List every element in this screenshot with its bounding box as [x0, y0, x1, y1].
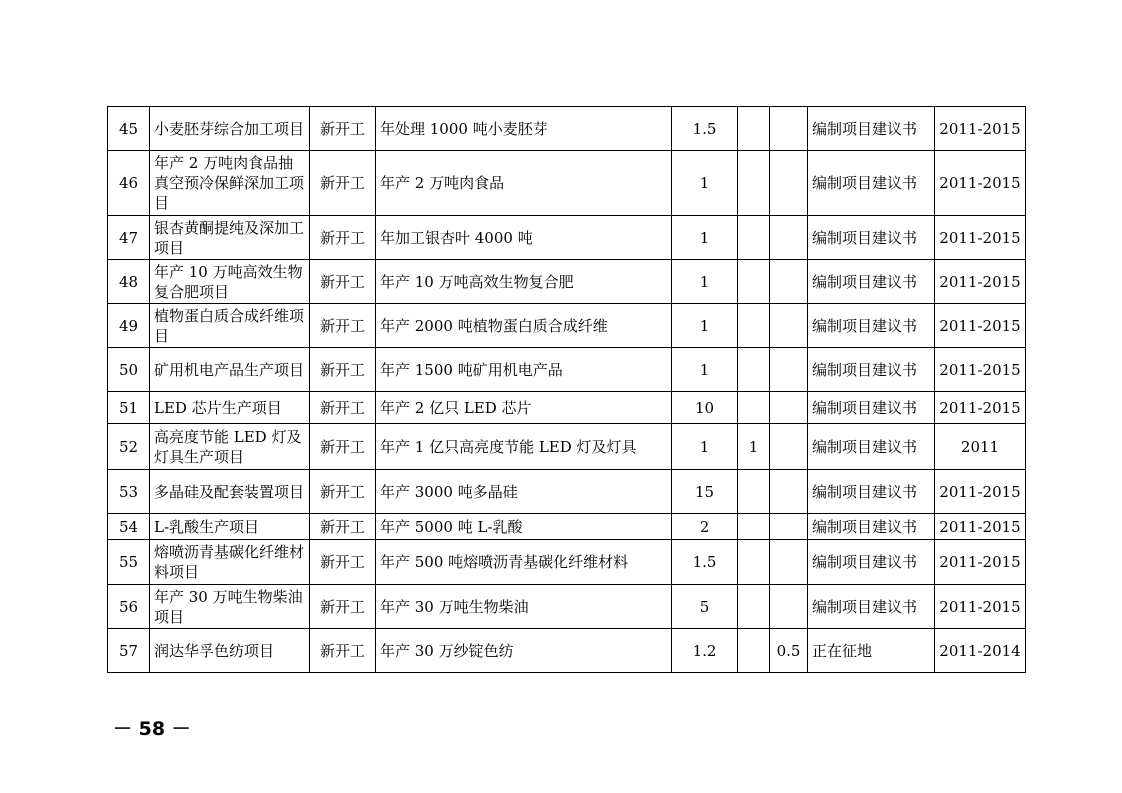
- table-row: [108, 629, 1026, 673]
- annual-investment-cell: [738, 107, 770, 151]
- table-row: [108, 260, 1026, 304]
- construction-type-cell: 新开工: [310, 216, 376, 260]
- project-name-cell: 银杏黄酮提纯及深加工项目: [150, 216, 310, 260]
- project-name-cell: 熔喷沥青基碳化纤维材料项目: [150, 540, 310, 585]
- annual-investment-cell: [738, 151, 770, 216]
- construction-period-cell: 2011-2015: [935, 216, 1026, 260]
- row-number-cell: 54: [108, 514, 150, 540]
- project-name-cell: 年产 10 万吨高效生物复合肥项目: [150, 260, 310, 304]
- project-name-cell: LED 芯片生产项目: [150, 392, 310, 424]
- construction-scale-cell: 年产 1 亿只高亮度节能 LED 灯及灯具: [376, 424, 672, 470]
- row-number-cell: 47: [108, 216, 150, 260]
- construction-type-cell: 新开工: [310, 585, 376, 629]
- table-row: [108, 514, 1026, 540]
- construction-type-cell: 新开工: [310, 348, 376, 392]
- annual-investment-cell: 1: [738, 424, 770, 470]
- total-investment-cell: 10: [672, 392, 738, 424]
- construction-type-cell: 新开工: [310, 304, 376, 348]
- row-number-cell: 51: [108, 392, 150, 424]
- project-name-cell: 多晶硅及配套装置项目: [150, 470, 310, 514]
- row-number-cell: 53: [108, 470, 150, 514]
- page-number: － 58 －: [113, 718, 191, 740]
- table-row: [108, 470, 1026, 514]
- completed-investment-cell: [770, 470, 808, 514]
- construction-type-cell: 新开工: [310, 540, 376, 585]
- progress-status-cell: 编制项目建议书: [808, 470, 935, 514]
- construction-period-cell: 2011: [935, 424, 1026, 470]
- row-number-cell: 52: [108, 424, 150, 470]
- row-number-cell: 56: [108, 585, 150, 629]
- table-row: [108, 216, 1026, 260]
- construction-period-cell: 2011-2015: [935, 392, 1026, 424]
- progress-status-cell: 编制项目建议书: [808, 304, 935, 348]
- annual-investment-cell: [738, 348, 770, 392]
- row-number-cell: 48: [108, 260, 150, 304]
- project-name-cell: 矿用机电产品生产项目: [150, 348, 310, 392]
- annual-investment-cell: [738, 540, 770, 585]
- row-number-cell: 57: [108, 629, 150, 673]
- project-name-cell: 年产 2 万吨肉食品抽真空预冷保鲜深加工项目: [150, 151, 310, 216]
- construction-type-cell: 新开工: [310, 514, 376, 540]
- construction-scale-cell: 年加工银杏叶 4000 吨: [376, 216, 672, 260]
- progress-status-cell: 编制项目建议书: [808, 348, 935, 392]
- completed-investment-cell: [770, 107, 808, 151]
- progress-status-cell: 编制项目建议书: [808, 151, 935, 216]
- construction-type-cell: 新开工: [310, 424, 376, 470]
- construction-period-cell: 2011-2015: [935, 585, 1026, 629]
- construction-scale-cell: 年产 3000 吨多晶硅: [376, 470, 672, 514]
- project-name-cell: L-乳酸生产项目: [150, 514, 310, 540]
- construction-period-cell: 2011-2015: [935, 260, 1026, 304]
- progress-status-cell: 编制项目建议书: [808, 585, 935, 629]
- annual-investment-cell: [738, 304, 770, 348]
- project-name-cell: 年产 30 万吨生物柴油项目: [150, 585, 310, 629]
- row-number-cell: 49: [108, 304, 150, 348]
- construction-period-cell: 2011-2015: [935, 540, 1026, 585]
- progress-status-cell: 编制项目建议书: [808, 107, 935, 151]
- annual-investment-cell: [738, 392, 770, 424]
- total-investment-cell: 1: [672, 216, 738, 260]
- progress-status-cell: 编制项目建议书: [808, 260, 935, 304]
- project-table: [107, 106, 1026, 673]
- annual-investment-cell: [738, 514, 770, 540]
- total-investment-cell: 1: [672, 304, 738, 348]
- total-investment-cell: 5: [672, 585, 738, 629]
- progress-status-cell: 编制项目建议书: [808, 514, 935, 540]
- construction-period-cell: 2011-2015: [935, 470, 1026, 514]
- total-investment-cell: 1: [672, 151, 738, 216]
- total-investment-cell: 1.5: [672, 540, 738, 585]
- construction-type-cell: 新开工: [310, 470, 376, 514]
- project-name-cell: 高亮度节能 LED 灯及灯具生产项目: [150, 424, 310, 470]
- completed-investment-cell: [770, 424, 808, 470]
- progress-status-cell: 编制项目建议书: [808, 540, 935, 585]
- progress-status-cell: 正在征地: [808, 629, 935, 673]
- construction-scale-cell: 年产 2000 吨植物蛋白质合成纤维: [376, 304, 672, 348]
- construction-period-cell: 2011-2015: [935, 151, 1026, 216]
- completed-investment-cell: [770, 151, 808, 216]
- construction-scale-cell: 年产 500 吨熔喷沥青基碳化纤维材料: [376, 540, 672, 585]
- row-number-cell: 45: [108, 107, 150, 151]
- total-investment-cell: 1: [672, 348, 738, 392]
- total-investment-cell: 1: [672, 424, 738, 470]
- progress-status-cell: 编制项目建议书: [808, 216, 935, 260]
- total-investment-cell: 1: [672, 260, 738, 304]
- construction-period-cell: 2011-2015: [935, 304, 1026, 348]
- annual-investment-cell: [738, 260, 770, 304]
- construction-scale-cell: 年产 30 万吨生物柴油: [376, 585, 672, 629]
- table-row: [108, 151, 1026, 216]
- table-row: [108, 424, 1026, 470]
- construction-scale-cell: 年产 5000 吨 L-乳酸: [376, 514, 672, 540]
- construction-scale-cell: 年产 10 万吨高效生物复合肥: [376, 260, 672, 304]
- construction-period-cell: 2011-2015: [935, 107, 1026, 151]
- construction-type-cell: 新开工: [310, 260, 376, 304]
- project-name-cell: 润达华孚色纺项目: [150, 629, 310, 673]
- annual-investment-cell: [738, 216, 770, 260]
- row-number-cell: 50: [108, 348, 150, 392]
- construction-period-cell: 2011-2015: [935, 514, 1026, 540]
- completed-investment-cell: [770, 260, 808, 304]
- construction-type-cell: 新开工: [310, 392, 376, 424]
- construction-type-cell: 新开工: [310, 151, 376, 216]
- table-row: [108, 348, 1026, 392]
- progress-status-cell: 编制项目建议书: [808, 392, 935, 424]
- completed-investment-cell: [770, 540, 808, 585]
- table-body: [108, 107, 1026, 673]
- construction-type-cell: 新开工: [310, 107, 376, 151]
- construction-period-cell: 2011-2014: [935, 629, 1026, 673]
- total-investment-cell: 1.2: [672, 629, 738, 673]
- completed-investment-cell: [770, 304, 808, 348]
- annual-investment-cell: [738, 629, 770, 673]
- table-row: [108, 304, 1026, 348]
- construction-scale-cell: 年产 2 万吨肉食品: [376, 151, 672, 216]
- progress-status-cell: 编制项目建议书: [808, 424, 935, 470]
- construction-period-cell: 2011-2015: [935, 348, 1026, 392]
- completed-investment-cell: [770, 348, 808, 392]
- construction-type-cell: 新开工: [310, 629, 376, 673]
- completed-investment-cell: [770, 216, 808, 260]
- completed-investment-cell: 0.5: [770, 629, 808, 673]
- construction-scale-cell: 年产 1500 吨矿用机电产品: [376, 348, 672, 392]
- row-number-cell: 46: [108, 151, 150, 216]
- table-row: [108, 107, 1026, 151]
- annual-investment-cell: [738, 470, 770, 514]
- table-row: [108, 585, 1026, 629]
- completed-investment-cell: [770, 392, 808, 424]
- completed-investment-cell: [770, 585, 808, 629]
- construction-scale-cell: 年处理 1000 吨小麦胚芽: [376, 107, 672, 151]
- total-investment-cell: 2: [672, 514, 738, 540]
- table-row: [108, 392, 1026, 424]
- total-investment-cell: 15: [672, 470, 738, 514]
- completed-investment-cell: [770, 514, 808, 540]
- row-number-cell: 55: [108, 540, 150, 585]
- project-name-cell: 植物蛋白质合成纤维项目: [150, 304, 310, 348]
- project-name-cell: 小麦胚芽综合加工项目: [150, 107, 310, 151]
- construction-scale-cell: 年产 30 万纱锭色纺: [376, 629, 672, 673]
- annual-investment-cell: [738, 585, 770, 629]
- table-row: [108, 540, 1026, 585]
- total-investment-cell: 1.5: [672, 107, 738, 151]
- construction-scale-cell: 年产 2 亿只 LED 芯片: [376, 392, 672, 424]
